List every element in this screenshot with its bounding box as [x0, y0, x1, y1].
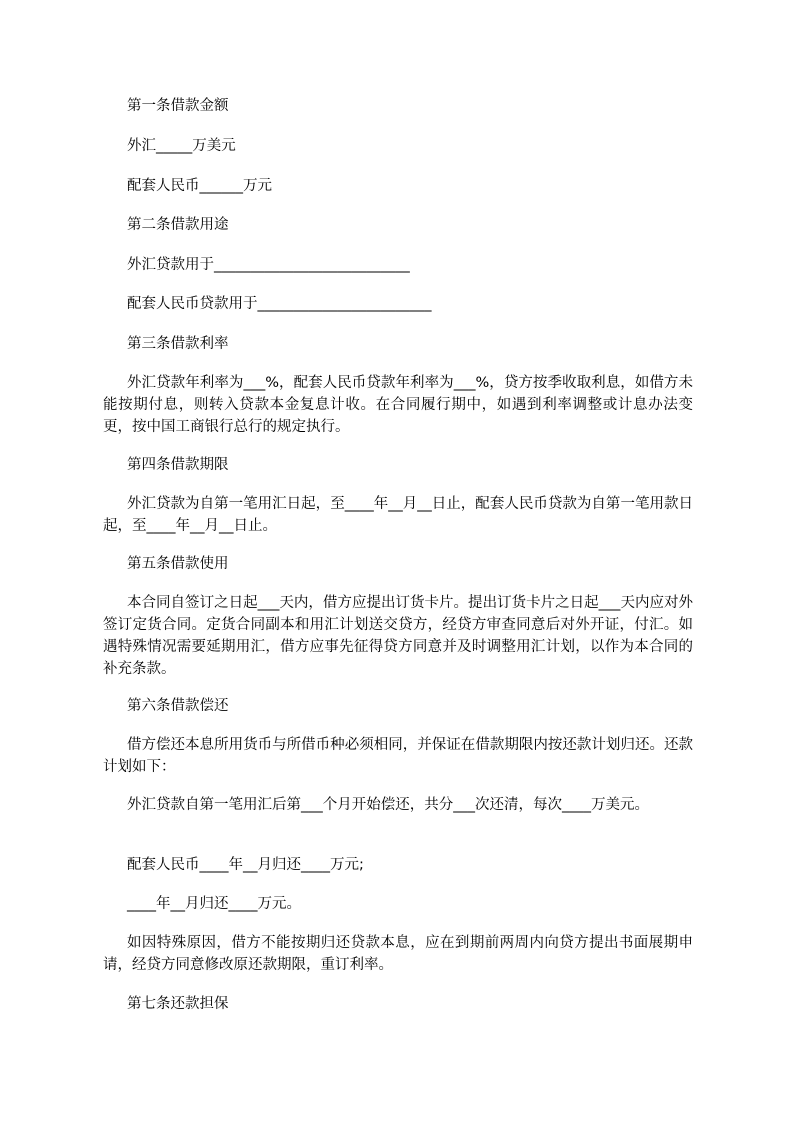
- section-heading-5: 第五条借款使用: [127, 556, 229, 572]
- section-heading-3: 第三条借款利率: [127, 336, 229, 352]
- paragraph-rmb-repayment-1: 配套人民币____年__月归还____万元;: [127, 857, 364, 873]
- paragraph-foreign-amount: 外汇_____万美元: [127, 138, 236, 154]
- section-heading-6: 第六条借款偿还: [127, 698, 229, 714]
- section-heading-4: 第四条借款期限: [127, 457, 229, 473]
- paragraph-foreign-use: 外汇贷款用于___________________________: [127, 257, 410, 273]
- paragraph-rmb-amount: 配套人民币______万元: [127, 178, 272, 194]
- paragraph-repayment-rule: 借方偿还本息所用货币与所借币种必须相同，并保证在借款期限内按还款计划归还。还款计划如下：: [103, 737, 693, 775]
- section-heading-1: 第一条借款金额: [127, 98, 229, 114]
- section-heading-7: 第七条还款担保: [127, 996, 229, 1012]
- section-heading-2: 第二条借款用途: [127, 217, 229, 233]
- paragraph-loan-usage: 本合同自签订之日起___天内，借方应提出订货卡片。提出订货卡片之日起___天内应对外签订定货合同。定货合同副本和用汇计划送交贷方，经贷方审查同意后对外开证，付汇。如遇特殊情况需要延期用汇，借方应事先征得贷方同意并及时调整用汇计划，以作为本合同的补充条款。: [103, 595, 693, 677]
- paragraph-loan-term: 外汇贷款为自第一笔用汇日起，至____年__月__日止，配套人民币贷款为自第一笔用款日起，至____年__月__日止。: [103, 496, 693, 534]
- paragraph-extension: 如因特殊原因，借方不能按期归还贷款本息，应在到期前两周内向贷方提出书面展期申请，经贷方同意修改原还款期限，重订利率。: [103, 935, 693, 973]
- paragraph-rmb-repayment-2: ____年__月归还____万元。: [127, 896, 301, 912]
- paragraph-rmb-use: 配套人民币贷款用于________________________: [127, 296, 432, 312]
- paragraph-interest-rate: 外汇贷款年利率为___%，配套人民币贷款年利率为___%，贷方按季收取利息，如借方未能按期付息，则转入贷款本金复息计收。在合同履行期中，如遇到利率调整或计息办法变更，按中国工商银行总行的规定执行。: [103, 375, 693, 435]
- paragraph-foreign-repayment: 外汇贷款自第一笔用汇后第___个月开始偿还，共分___次还清，每次____万美元。: [127, 797, 649, 813]
